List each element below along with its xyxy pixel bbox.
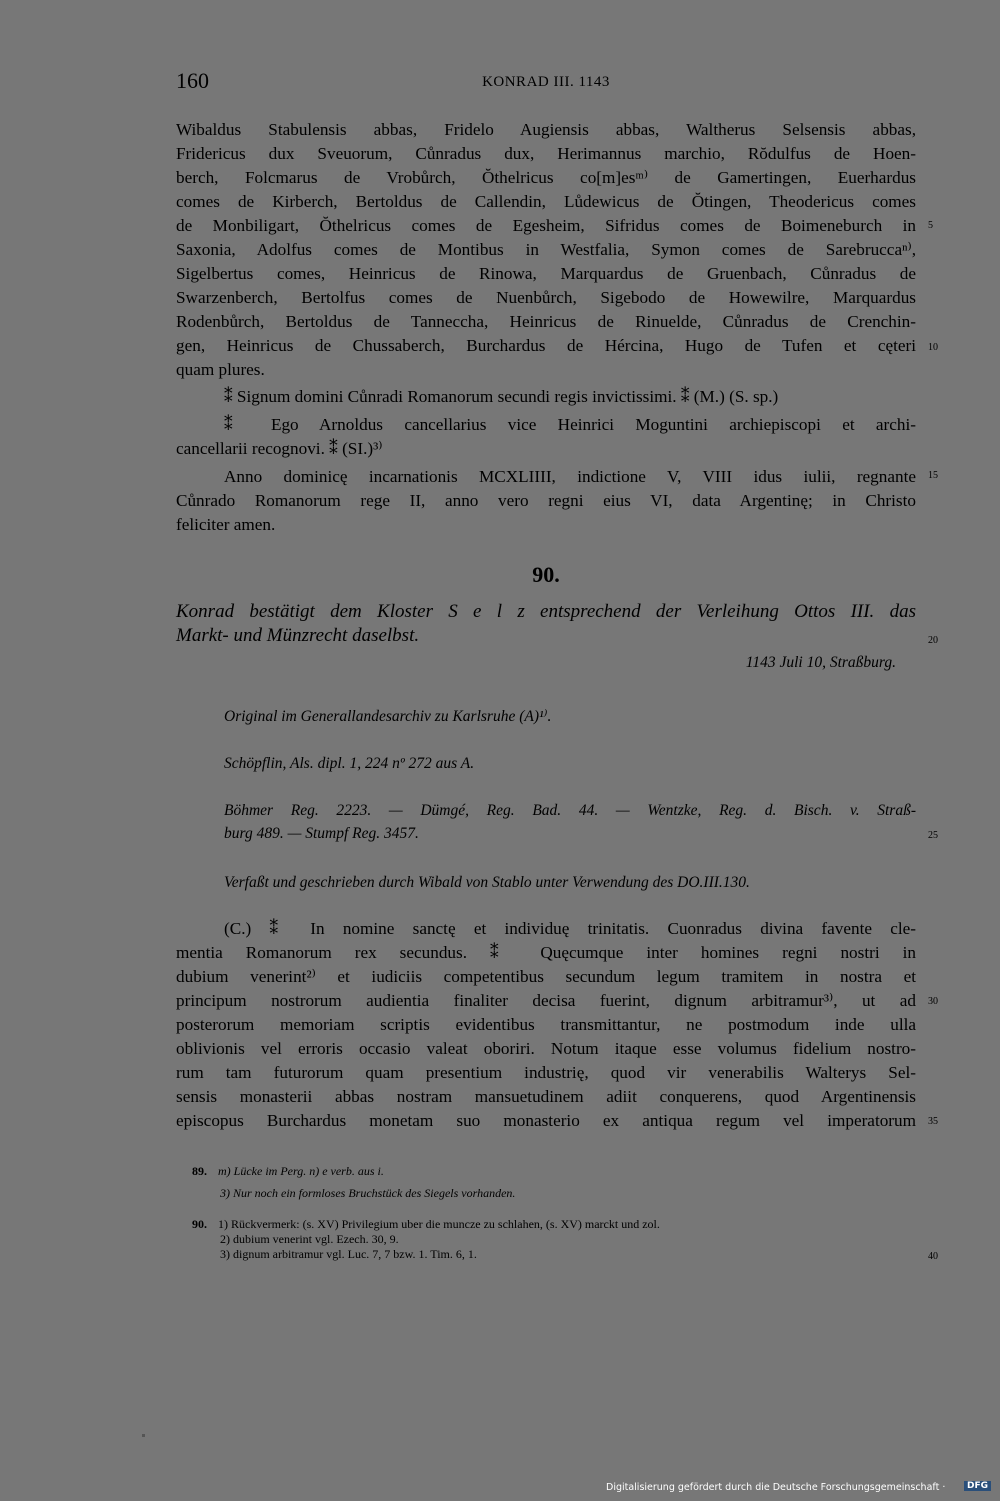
text-line: dubium venerint²⁾ et iudiciis competentibus secundum legum tramitem in nostra et: [176, 967, 916, 986]
text-line: mentia Romanorum rex secundus. ⁑ Quęcumque inter homines regni nostri in: [176, 943, 916, 962]
document-summary: [176, 600, 916, 648]
source-edition: Schöpflin, Als. dipl. 1, 224 nº 272 aus A.: [224, 755, 475, 772]
witness-list: [176, 118, 916, 382]
text-line: principum nostrorum audientia finaliter decisa fuerint, dignum arbitramur³⁾, ut ad: [176, 991, 916, 1010]
document-number: 90.: [532, 562, 560, 587]
text-line: Wibaldus Stabulensis abbas, Fridelo Augiensis abbas, Waltherus Selsensis abbas,: [176, 120, 916, 139]
footnote-text: 3) dignum arbitramur vgl. Luc. 7, 7 bzw. 1. Tim. 6, 1.: [220, 1247, 477, 1261]
source-regesta: [224, 799, 916, 845]
footnotes-90: [192, 1217, 920, 1262]
text-line: Anno dominicę incarnationis MCXLIIII, indictione V, VIII idus iulii, regnante: [224, 467, 916, 486]
text-line: Fridericus dux Sveuorum, Cůnradus dux, Herimannus marchio, Rŏdulfus de Hoen-: [176, 144, 916, 163]
charter-text: [176, 917, 916, 1133]
text-line: de Monbiligart, Ŏthelricus comes de Egesheim, Sifridus comes de Boimeneburch in: [176, 216, 916, 235]
text-line: burg 489. — Stumpf Reg. 3457.: [224, 825, 419, 842]
source-original: Original im Generallandesarchiv zu Karlsruhe (A)¹⁾.: [224, 708, 552, 725]
source-note: Verfaßt und geschrieben durch Wibald von Stablo unter Verwendung des DO.III.130.: [224, 874, 750, 891]
text-line: Sigelbertus comes, Heinricus de Rinowa, Marquardus de Gruenbach, Cůnradus de: [176, 264, 916, 283]
footnote-text: 2) dubium venerint vgl. Ezech. 30, 9.: [220, 1232, 399, 1246]
summary-line: Konrad bestätigt dem Kloster S e l z entsprechend der Verleihung Ottos III. das: [176, 601, 916, 622]
margin-line-number: 25: [928, 830, 938, 841]
text-line: Swarzenberch, Bertolfus comes de Nuenbůrch, Sigebodo de Howewilre, Marquardus: [176, 288, 916, 307]
recognition-line: [176, 413, 916, 461]
text-line: oblivionis vel erroris occasio valeat oboriri. Notum itaque esse volumus fidelium nostro-: [176, 1039, 916, 1058]
text-line: posterorum memoriam scriptis evidentibus transmittantur, ne postmodum inde ulla: [176, 1015, 916, 1034]
text-line: sensis monasterii abbas nostram mansuetudinem adiit conquerens, quod Argentinensis: [176, 1087, 916, 1106]
scan-speck: [142, 1434, 145, 1437]
footnotes-89: [192, 1164, 920, 1201]
footnote-text: 1) Rückvermerk: (s. XV) Privilegium uber die muncze zu schlahen, (s. XV) marckt und zol.: [218, 1217, 660, 1231]
dating-clause: [176, 465, 916, 537]
summary-line: Markt- und Münzrecht daselbst.: [176, 625, 420, 646]
margin-line-number: 40: [928, 1251, 938, 1262]
margin-line-number: 20: [928, 635, 938, 646]
text-line: quam plures.: [176, 360, 265, 379]
text-line: feliciter amen.: [176, 515, 276, 534]
text-line: ⁑ Signum domini Cůnradi Romanorum secundi regis invictissimi. ⁑ (M.) (S. sp.): [224, 387, 779, 406]
page-number: 160: [176, 68, 209, 93]
text-line: Saxonia, Adolfus comes de Montibus in Westfalia, Symon comes de Sarebruccaⁿ⁾,: [176, 240, 916, 259]
text-line: episcopus Burchardus monetam suo monasterio ex antiqua regum vel imperatorum: [176, 1111, 916, 1130]
footnote-number: 89.: [192, 1164, 207, 1178]
digitization-credit: Digitalisierung gefördert durch die Deutsche Forschungsgemeinschaft ·: [606, 1482, 946, 1493]
text-line: gen, Heinricus de Chussaberch, Burchardus de Hércina, Hugo de Tufen et cęteri: [176, 336, 916, 355]
margin-line-number: 10: [928, 342, 938, 353]
text-line: cancellarii recognovi. ⁑ (SI.)³⁾: [176, 439, 383, 458]
signum-line: [176, 385, 916, 409]
page-header: [176, 68, 916, 98]
text-line: rum tam futurorum quam presentium industrię, quod vir venerabilis Walterys Sel-: [176, 1063, 916, 1082]
text-line: Böhmer Reg. 2223. — Dümgé, Reg. Bad. 44. — Wentzke, Reg. d. Bisch. v. Straß-: [224, 802, 916, 819]
margin-line-number: 30: [928, 996, 938, 1007]
text-line: ⁑ Ego Arnoldus cancellarius vice Heinrici Moguntini archiepiscopi et archi-: [224, 415, 916, 434]
dfg-logo: DFG: [964, 1481, 991, 1491]
footnote-text: 3) Nur noch ein formloses Bruchstück des Siegels vorhanden.: [220, 1186, 516, 1200]
text-line: berch, Folcmarus de Vrobůrch, Ŏthelricus co[m]esᵐ⁾ de Gamertingen, Euerhardus: [176, 168, 916, 187]
margin-line-number: 5: [928, 220, 933, 231]
dateline: 1143 Juli 10, Straßburg.: [745, 654, 896, 671]
running-title: KONRAD III. 1143: [482, 74, 610, 90]
margin-line-number: 35: [928, 1116, 938, 1127]
footnote-text: m) Lücke im Perg. n) e verb. aus i.: [218, 1164, 384, 1178]
text-line: (C.) ⁑ In nomine sanctę et individuę trinitatis. Cuonradus divina favente cle-: [224, 919, 916, 938]
text-line: comes de Kirberch, Bertoldus de Callendin, Lůdewicus de Ŏtingen, Theodericus comes: [176, 192, 916, 211]
footnote-number: 90.: [192, 1217, 207, 1231]
text-line: Rodenbůrch, Bertoldus de Tanneccha, Heinricus de Rinuelde, Cůnradus de Crenchin-: [176, 312, 916, 331]
text-line: Cůnrado Romanorum rege II, anno vero regni eius VI, data Argentinę; in Christo: [176, 491, 916, 510]
margin-line-number: 15: [928, 470, 938, 481]
